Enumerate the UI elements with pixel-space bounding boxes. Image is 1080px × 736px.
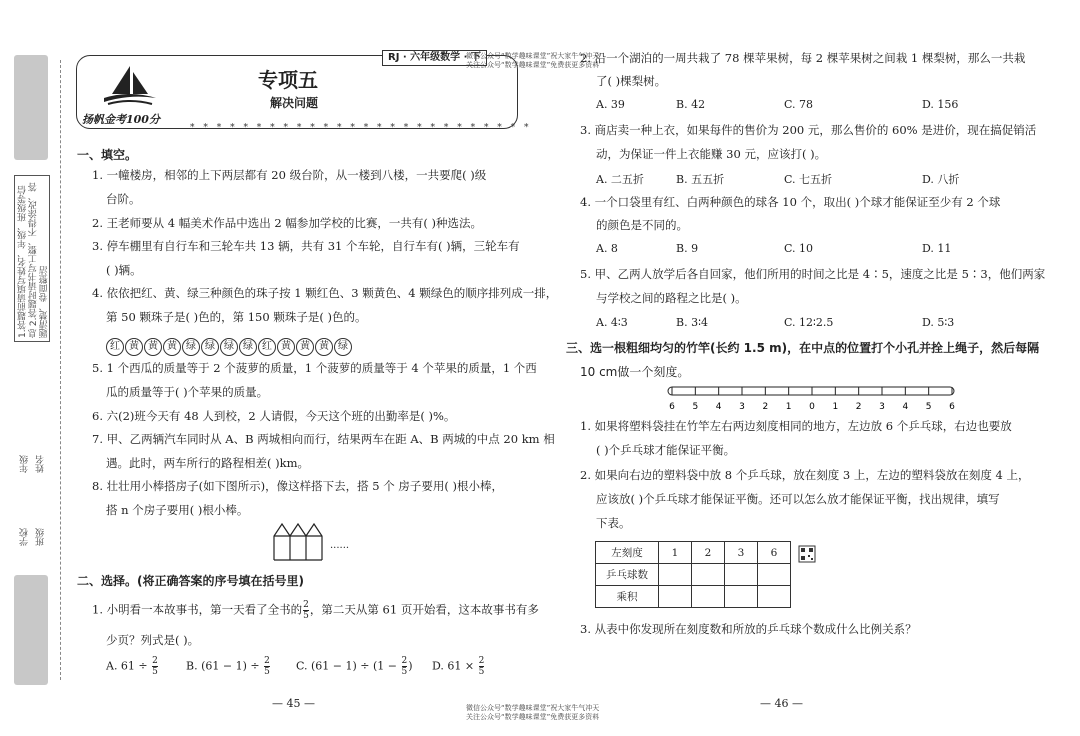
sidebar-strip-top bbox=[14, 55, 48, 160]
choice-1-option-d: D. 61 × $\frac{2}{5}$ bbox=[432, 656, 485, 677]
stick-houses-figure bbox=[272, 522, 332, 562]
section-choice: 二、选择。(将正确答案的序号填在括号里) bbox=[77, 574, 304, 588]
choice-3-option-c: C. 七五折 bbox=[784, 173, 833, 186]
sidebar-grade-label: 年级 bbox=[20, 455, 30, 473]
table-cell: 乒乓球数 bbox=[596, 564, 659, 586]
sidebar-note: 1.答题前请填写姓名、年级、班级等信息 2.答题时请书写工整、不得涂改、答题清楚、卷面整洁 bbox=[18, 182, 50, 338]
question-4b: 第 50 颗珠子是( )色的，第 150 颗珠子是( )色的。 bbox=[106, 310, 367, 324]
ruler-label: 4 bbox=[902, 402, 909, 412]
balance-q2a: 2. 如果向右边的塑料袋中放 8 个乒乓球，放在刻度 3 上，左边的塑料袋放在刻度 4 上， bbox=[580, 468, 1030, 482]
choice-4a: 4. 一个口袋里有红、白两种颜色的球各 10 个，取出( )个球才能保证至少有 2 个球 bbox=[580, 195, 1001, 209]
ruler-label: 5 bbox=[692, 402, 699, 412]
table-cell bbox=[758, 564, 791, 586]
bead: 黄 bbox=[144, 338, 162, 356]
choice-2-option-b: B. 42 bbox=[676, 98, 706, 111]
table-cell bbox=[758, 586, 791, 608]
balance-q2c: 下表。 bbox=[596, 516, 631, 530]
choice-4-option-b: B. 9 bbox=[676, 242, 699, 255]
balance-q1a: 1. 如果将塑料袋挂在竹竿左右两边刻度相同的地方，左边放 6 个乒乓球，右边也要放 bbox=[580, 419, 1012, 433]
ruler-label: 5 bbox=[925, 402, 932, 412]
question-8a: 8. 壮壮用小棒搭房子(如下图所示)，像这样搭下去，搭 5 个 房子要用( )根小棒， bbox=[92, 479, 504, 493]
question-3a: 3. 停车棚里有自行车和三轮车共 13 辆，共有 31 个车轮，自行车有( )辆，三轮车有 bbox=[92, 239, 520, 253]
choice-4-option-d: D. 11 bbox=[922, 242, 952, 255]
table-row bbox=[596, 586, 791, 608]
ruler-label: 6 bbox=[949, 402, 955, 412]
page-number-left: — 45 — bbox=[272, 697, 315, 710]
choice-4b: 的颜色是不同的。 bbox=[596, 218, 688, 232]
footer-note-2: 关注公众号“数学趣味课堂”免费获更多资料 bbox=[466, 713, 600, 721]
question-1b: 台阶。 bbox=[106, 192, 141, 206]
table-cell: 乘积 bbox=[596, 586, 659, 608]
table-row bbox=[596, 542, 791, 564]
ruler-label: 2 bbox=[855, 402, 862, 412]
top-note-2: 关注公众号“数学趣味课堂”免费获更多资料 bbox=[466, 61, 600, 69]
bead-sequence bbox=[106, 334, 353, 356]
page-subtitle: 解决问题 bbox=[270, 96, 319, 110]
qr-code-icon bbox=[798, 545, 816, 563]
balance-q3: 3. 从表中你发现所在刻度数和所放的乒乓球个数成什么比例关系？ bbox=[580, 622, 917, 636]
fraction-2-5: $\frac{2}{5}$ bbox=[152, 656, 158, 677]
table-cell bbox=[725, 586, 758, 608]
section-balance-a: 三、选一根粗细均匀的竹竿(长约 1.5 m)，在中点的位置打个小孔并拴上绳子，然后每隔 bbox=[566, 341, 1040, 355]
table-cell bbox=[692, 586, 725, 608]
choice-1a-post: ，第二天从第 61 页开始看，这本故事书有多 bbox=[309, 602, 539, 617]
choice-3-option-b: B. 五五折 bbox=[676, 173, 725, 186]
sailboat-logo-icon bbox=[100, 64, 160, 108]
choice-5-option-b: B. 3∶4 bbox=[676, 316, 708, 329]
brand-name: 扬帆金考100分 bbox=[82, 113, 160, 126]
question-1a: 1. 一幢楼房，相邻的上下两层都有 20 级台阶，从一楼到八楼，一共要爬( )级 bbox=[92, 168, 487, 182]
table-cell: 1 bbox=[659, 542, 692, 564]
question-2: 2. 王老师要从 4 幅美术作品中选出 2 幅参加学校的比赛，一共有( )种选法。 bbox=[92, 216, 483, 230]
ruler-label: 0 bbox=[809, 402, 815, 412]
grade-subject-tag: RJ · 六年级数学 · 下 bbox=[382, 50, 487, 66]
bead: 黄 bbox=[125, 338, 143, 356]
bead: 绿 bbox=[220, 338, 238, 356]
balance-q1b: ( )个乒乓球才能保证平衡。 bbox=[596, 443, 736, 457]
bead: 绿 bbox=[201, 338, 219, 356]
choice-5b: 与学校之间的路程之比是( )。 bbox=[596, 291, 747, 305]
choice-1b: 少页？列式是( )。 bbox=[106, 633, 200, 647]
ruler-body bbox=[668, 387, 954, 395]
choice-1-option-c: C. (61 − 1) ÷ (1 − $\frac{2}{5}$ ) bbox=[296, 656, 413, 677]
choice-4-option-c: C. 10 bbox=[784, 242, 814, 255]
table-cell: 6 bbox=[758, 542, 791, 564]
section-fill-blank: 一、填空。 bbox=[77, 148, 138, 162]
choice-2-option-c: C. 78 bbox=[784, 98, 814, 111]
choice-3a: 3. 商店卖一种上衣，如果每件的售价为 200 元，那么售价的 60% 是进价，现在搞促销活 bbox=[580, 123, 1037, 137]
ruler-label: 6 bbox=[669, 402, 675, 412]
choice-1-option-b: B. (61 − 1) ÷ $\frac{2}{5}$ bbox=[186, 656, 270, 677]
table-cell: 2 bbox=[692, 542, 725, 564]
bead: 绿 bbox=[334, 338, 352, 356]
question-3b: ( )辆。 bbox=[106, 263, 142, 277]
bead: 红 bbox=[258, 338, 276, 356]
sidebar-strip-bottom bbox=[14, 575, 48, 685]
question-5a: 5. 1 个西瓜的质量等于 2 个菠萝的质量，1 个菠萝的质量等于 4 个苹果的质量，1 个西 bbox=[92, 361, 537, 375]
ruler-label: 3 bbox=[739, 402, 745, 412]
table-cell bbox=[659, 564, 692, 586]
choice-5a: 5. 甲、乙两人放学后各自回家，他们所用的时间之比是 4∶5，速度之比是 5∶3，他们两家 bbox=[580, 267, 1046, 281]
choice-2-option-a: A. 39 bbox=[596, 98, 625, 111]
bead: 绿 bbox=[239, 338, 257, 356]
choice-3-option-a: A. 二五折 bbox=[596, 173, 644, 186]
bead: 绿 bbox=[182, 338, 200, 356]
question-4a: 4. 依依把红、黄、绿三种颜色的珠子按 1 颗红色、3 颗黄色、4 颗绿色的顺序排列成一排， bbox=[92, 286, 558, 300]
sidebar-cut-line bbox=[60, 60, 61, 680]
choice-3b: 动，为保证一件上衣能赚 30 元，应该打( )。 bbox=[596, 147, 827, 161]
bead: 红 bbox=[106, 338, 124, 356]
choice-1-option-a: A. 61 ÷ $\frac{2}{5}$ bbox=[106, 656, 158, 677]
table-cell bbox=[659, 586, 692, 608]
bead: 黄 bbox=[315, 338, 333, 356]
table-cell bbox=[725, 564, 758, 586]
fraction-2-5: $\frac{2}{5}$ bbox=[303, 600, 309, 621]
choice-3-option-d: D. 八折 bbox=[922, 173, 960, 186]
bead: 黄 bbox=[296, 338, 314, 356]
fraction-2-5: $\frac{2}{5}$ bbox=[478, 656, 485, 677]
choice-5-option-c: C. 12∶2.5 bbox=[784, 316, 834, 329]
question-7a: 7. 甲、乙两辆汽车同时从 A、B 两城相向而行，结果两车在距 A、B 两城的中点 20 km 相 bbox=[92, 432, 555, 446]
top-note-1: 微信公众号“数学趣味课堂”祝大家牛气冲天 bbox=[466, 52, 600, 60]
ruler-label: 4 bbox=[715, 402, 722, 412]
choice-2a: 2. 沿一个湖泊的一周共栽了 78 棵苹果树，每 2 棵苹果树之间栽 1 棵梨树，那么一共栽 bbox=[580, 51, 1026, 65]
header-star-divider: * * * * * * * * * * * * * * * * * * * * * * * * * * bbox=[190, 123, 532, 133]
section-balance-b: 10 cm做一个刻度。 bbox=[580, 365, 690, 379]
fraction-2-5: $\frac{2}{5}$ bbox=[264, 656, 270, 677]
table-cell bbox=[692, 564, 725, 586]
question-5b: 瓜的质量等于( )个苹果的质量。 bbox=[106, 385, 269, 399]
bead: 黄 bbox=[163, 338, 181, 356]
table-cell: 左刻度 bbox=[596, 542, 659, 564]
question-6: 6. 六(2)班今天有 48 人到校，2 人请假，今天这个班的出勤率是( )%。 bbox=[92, 409, 456, 423]
question-8b: 搭 n 个房子要用( )根小棒。 bbox=[106, 503, 249, 517]
choice-5-option-a: A. 4∶3 bbox=[596, 316, 628, 329]
table-cell: 3 bbox=[725, 542, 758, 564]
choice-1a bbox=[92, 600, 539, 621]
sidebar-class-label: 班级 bbox=[36, 528, 46, 546]
choice-2b: 了( )棵梨树。 bbox=[596, 74, 667, 88]
choice-4-option-a: A. 8 bbox=[596, 242, 618, 255]
table-row bbox=[596, 564, 791, 586]
choice-1a-pre: 1. 小明看一本故事书，第一天看了全书的 bbox=[92, 602, 303, 617]
balance-q2b: 应该放( )个乒乓球才能保证平衡。还可以怎么放才能保证平衡，找出规律，填写 bbox=[596, 492, 1000, 506]
ruler-label: 1 bbox=[832, 402, 839, 412]
choice-5-option-d: D. 5∶3 bbox=[922, 316, 955, 329]
footer-note-1: 微信公众号“数学趣味课堂”祝大家牛气冲天 bbox=[466, 704, 600, 712]
bead: 黄 bbox=[277, 338, 295, 356]
sidebar-name-label: 姓名 bbox=[36, 455, 46, 473]
house-continuation-dots: ...... bbox=[330, 540, 350, 551]
ruler-label: 2 bbox=[762, 402, 769, 412]
page-title: 专项五 bbox=[258, 68, 318, 92]
ruler-label: 3 bbox=[879, 402, 885, 412]
ruler-label: 1 bbox=[785, 402, 792, 412]
choice-2-option-d: D. 156 bbox=[922, 98, 959, 111]
fraction-2-5: $\frac{2}{5}$ bbox=[401, 656, 408, 677]
question-7b: 遇。此时，两车所行的路程相差( )km。 bbox=[106, 456, 310, 470]
bamboo-ruler bbox=[664, 385, 960, 413]
sidebar-school-label: 学校 bbox=[20, 528, 30, 546]
page-number-right: — 46 — bbox=[760, 697, 803, 710]
balance-table bbox=[595, 541, 791, 608]
